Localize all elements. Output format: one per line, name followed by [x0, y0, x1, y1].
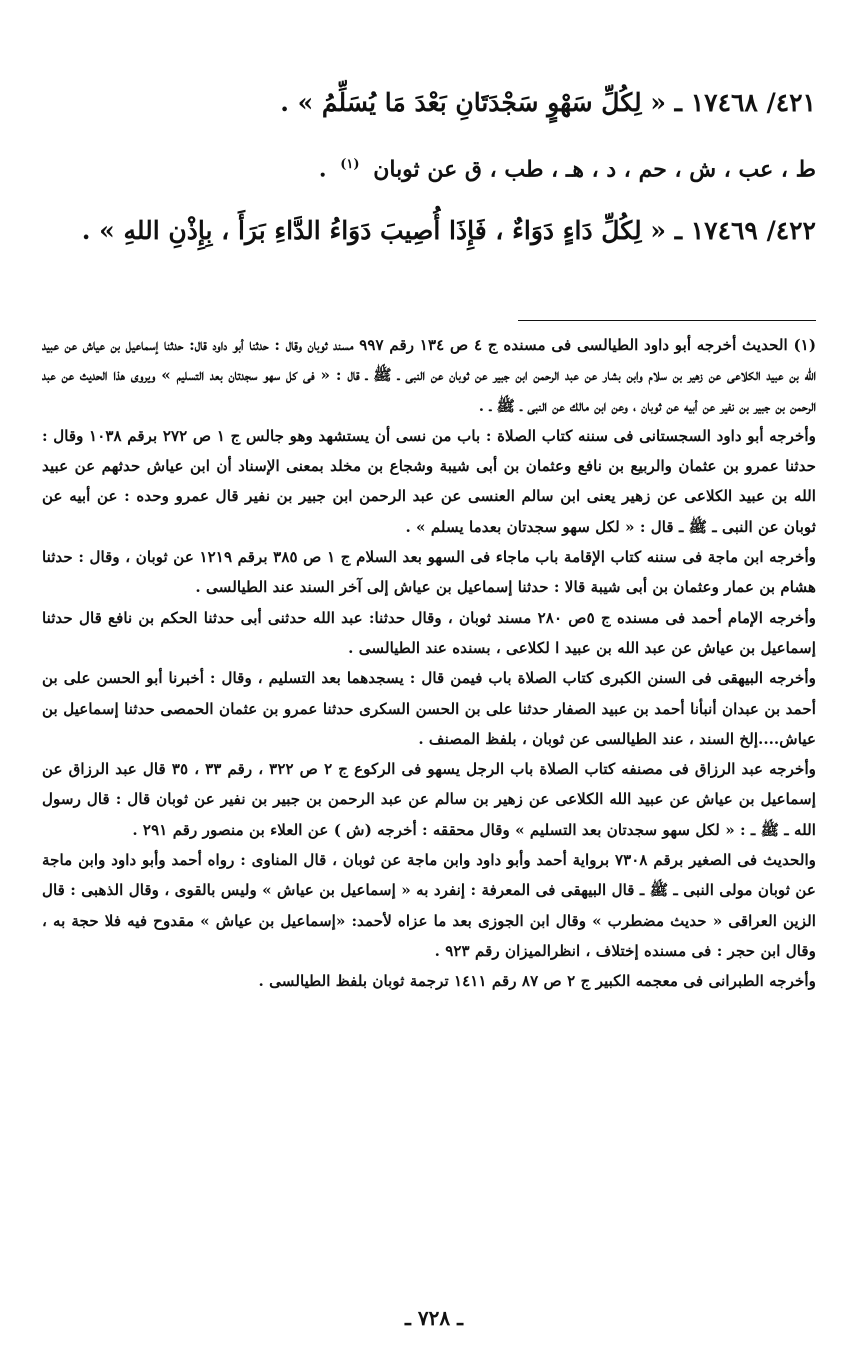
footnote-paragraph: والحديث فى الصغير برقم ٧٣٠٨ برواية أحمد وأبو داود وابن ماجة عن ثوبان ، قال المناوى : رواه أحمد وأبو داود وابن ماجة عن ثوبان مولى النبى ـ ﷺ ـ قال البيهقى فى المعرفة : إنفرد به « إسماعيل بن عياش » وليس بالقوى ، وقال الذهبى : قال الزين العراقى « حديث مضطرب » وقال ابن الجوزى بعد ما عزاه لأحمد: «إسماعيل بن عياش » مقدوح فيه فلا حجة به ، وقال ابن حجر : فى مسنده إختلاف ، انظرالميزان رقم ٩٢٣ . [42, 851, 816, 960]
footnote-paragraph: وأخرجه ابن ماجة فى سننه كتاب الإقامة باب ماجاء فى السهو بعد السلام ج ١ ص ٣٨٥ برقم ١٢١٩ عن ثوبان ، وقال : حدثنا هشام بن عمار وعثمان بن أبى شيبة قالا : حدثنا إسماعيل بن عياش إلى آخر السند عند الطيالسى . [42, 548, 817, 597]
sources-end-dot: . [318, 156, 327, 183]
footnote-paragraph: وأخرجه الإمام أحمد فى مسنده ج ٥ص ٢٨٠ مسند ثوبان ، وقال حدثنا: عبد الله حدثنى أبى حدثنا الحكم بن نافع قال حدثنا إسماعيل بن عياش عن عبد الله بن عبيد ا لكلاعى ، بسنده عند الطيالسى . [42, 608, 816, 657]
sources-text: ط ، عب ، ش ، حم ، د ، هـ ، طب ، ق عن ثوبان [373, 156, 816, 183]
hadith-text: ٤٢١/ ١٧٤٦٨ ـ « لِكُلِّ سَهْوٍ سَجْدَتَانِ بَعْدَ مَا يُسَلِّمُ » . [280, 88, 816, 117]
footnotes-section [42, 330, 816, 997]
hadith-entry-421 [42, 84, 816, 122]
page-number: ـ ٧٢٨ ـ [405, 1306, 463, 1330]
footnote-paragraph: وأخرجه الطبرانى فى معجمه الكبير ج ٢ ص ٨٧ رقم ١٤١١ ترجمة ثوبان بلفظ الطيالسى . [258, 972, 816, 991]
hadith-entry-422 [42, 212, 816, 250]
footnote-marker: (١) [340, 157, 360, 172]
footnote-paragraph: وأخرجه البيهقى فى السنن الكبرى كتاب الصلاة باب فيمن قال : يسجدهما بعد التسليم ، وقال : أخبرنا أبو الحسن على بن أحمد بن عبدان أنبأنا أحمد بن عبيد الصفار حدثنا على بن الحسن السكرى حدثنا عمرو بن عثمان الحمصى حدثنا إسماعيل بن عياش....إلخ السند ، عند الطيالسى عن ثوبان ، بلفظ المصنف . [42, 669, 816, 748]
footnote-paragraph: (١) الحديث أخرجه أبو داود الطيالسى فى مسنده ج ٤ ص ١٣٤ رقم ٩٩٧ مسند ثوبان وقال : حدثنا أبو داود قال: حدثنا إسماعيل بن عياش عن عبيد الله بن عبيد الكلاعى عن زهير بن سلام وابن بشار عن عبد الرحمن ابن جبير عن ثوبان عن النبى ـ ﷺ ـ قال : « فى كل سهو سجدتان بعد التسليم » ويروى هذا الحديث عن عبد الرحمن بن جبير بن نفير عن أبيه عن ثوبان ، وعن ابن مالك عن النبى ـ ﷺ ـ . [42, 336, 817, 415]
hadith-text: ٤٢٢/ ١٧٤٦٩ ـ « لِكُلِّ دَاءٍ دَوَاءٌ ، فَإِذَا أُصِيبَ دَوَاءُ الدَّاءِ بَرَأَ ، بِإِذْنِ اللهِ » . [81, 216, 816, 246]
sources-line [42, 146, 816, 188]
footnote-paragraph: وأخرجه عبد الرزاق فى مصنفه كتاب الصلاة باب الرجل يسهو فى الركوع ج ٢ ص ٣٢٢ ، رقم ٣٣ ، ٣٥ قال عبد الرزاق عن إسماعيل بن عياش عن عبيد الله الكلاعى عن زهير بن سالم عن عبد الرحمن بن جبير بن نفير عن ثوبان قال : قال رسول الله ـ ﷺ ـ : « لكل سهو سجدتان بعد التسليم » وقال محققه : أخرجه (ش ) عن العلاء بن منصور رقم ٢٩١ . [42, 760, 816, 839]
footnote-separator [518, 320, 816, 321]
footnote-paragraph: وأخرجه أبو داود السجستانى فى سننه كتاب الصلاة : باب من نسى أن يستشهد وهو جالس ج ١ ص ٢٧٢ برقم ١٠٣٨ وقال : حدثنا عمرو بن عثمان والربيع بن نافع وعثمان بن أبى شيبة وشجاع بن مخلد بمعنى الإسناد أن ابن عياش حدثهم عن عبيد الله بن عبيد الكلاعى عن زهير يعنى ابن سالم العنسى عن عبد الرحمن ابن جبير بن نفير قال عمرو وحده : عن أبيه عن ثوبان عن النبى ـ ﷺ ـ قال : « لكل سهو سجدتان بعدما يسلم » . [42, 426, 816, 536]
